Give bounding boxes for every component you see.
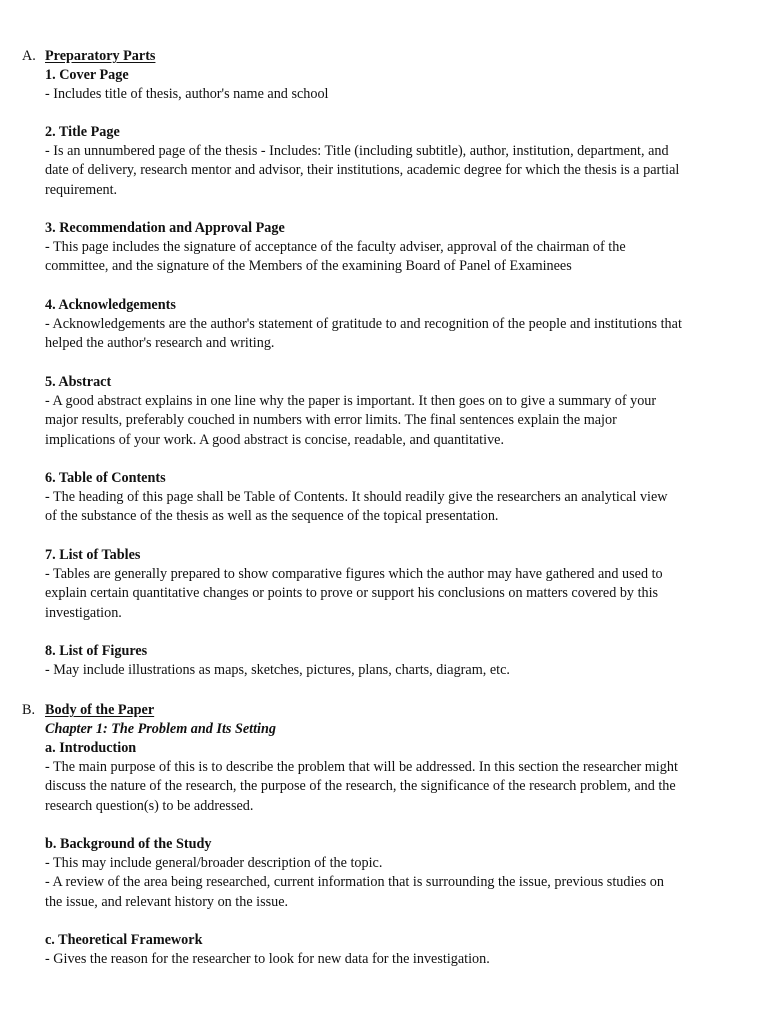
text-line: investigation. xyxy=(45,604,122,621)
item-title: 7. List of Tables xyxy=(45,547,141,563)
item-description xyxy=(45,238,735,276)
item-recommendation-approval-page xyxy=(45,219,735,277)
item-description xyxy=(45,854,735,912)
section-heading: Body of the Paper xyxy=(45,702,155,718)
text-line: research question(s) to be addressed. xyxy=(45,797,254,814)
item-title: b. Background of the Study xyxy=(45,836,212,852)
item-title-page xyxy=(45,123,735,200)
text-line: the issue, and relevant history on the issue. xyxy=(45,893,289,910)
text-line: - The main purpose of this is to describe the problem that will be addressed. In this section the researcher might xyxy=(45,759,678,776)
item-description xyxy=(45,565,735,623)
item-description xyxy=(45,488,735,526)
text-line: - This page includes the signature of acceptance of the faculty adviser, approval of the chairman of the xyxy=(45,239,626,256)
item-description xyxy=(45,950,735,969)
item-abstract xyxy=(45,373,735,450)
item-list-of-tables xyxy=(45,546,735,623)
text-line: - May include illustrations as maps, sketches, pictures, plans, charts, diagram, etc. xyxy=(45,662,510,679)
item-background-of-the-study xyxy=(45,835,735,912)
item-list-of-figures xyxy=(45,642,735,680)
text-line: date of delivery, research mentor and advisor, their institutions, academic degree for which the thesis is a partial xyxy=(45,162,680,179)
item-title: 8. List of Figures xyxy=(45,643,148,659)
item-acknowledgements xyxy=(45,296,735,354)
text-line: implications of your work. A good abstract is concise, readable, and quantitative. xyxy=(45,431,505,448)
text-line: - A good abstract explains in one line why the paper is important. It then goes on to give a summary of your xyxy=(45,393,657,410)
text-line: requirement. xyxy=(45,181,118,198)
text-line: - A review of the area being researched, current information that is surrounding the issue, previous studies on xyxy=(45,874,664,891)
item-theoretical-framework xyxy=(45,931,735,969)
item-title: a. Introduction xyxy=(45,740,137,756)
text-line: - Acknowledgements are the author's statement of gratitude to and recognition of the people and institutions that xyxy=(45,316,682,333)
text-line: - This may include general/broader description of the topic. xyxy=(45,855,383,872)
item-description xyxy=(45,142,735,200)
text-line: of the substance of the thesis as well as the sequence of the topical presentation. xyxy=(45,508,499,525)
item-description xyxy=(45,661,735,680)
text-line: - Tables are generally prepared to show comparative figures which the author may have gathered and used to xyxy=(45,566,663,583)
text-line: - Is an unnumbered page of the thesis - Includes: Title (including subtitle), author, institution, department, and xyxy=(45,143,669,160)
text-line: - The heading of this page shall be Table of Contents. It should readily give the researchers an analytical view xyxy=(45,489,668,506)
item-introduction xyxy=(45,739,735,816)
item-title: 2. Title Page xyxy=(45,124,120,140)
text-line: - Gives the reason for the researcher to look for new data for the investigation. xyxy=(45,951,490,968)
section-letter: B. xyxy=(22,702,36,718)
text-line: discuss the nature of the research, the purpose of the research, the significance of the research problem, and the xyxy=(45,778,676,795)
item-description xyxy=(45,392,735,450)
item-table-of-contents xyxy=(45,469,735,527)
item-title: 1. Cover Page xyxy=(45,67,129,83)
item-description xyxy=(45,758,735,816)
item-title: 6. Table of Contents xyxy=(45,470,166,486)
item-title: 5. Abstract xyxy=(45,374,112,390)
text-line: helped the author's research and writing. xyxy=(45,335,275,352)
section-letter: A. xyxy=(22,48,36,64)
item-title: c. Theoretical Framework xyxy=(45,932,203,948)
text-line: committee, and the signature of the Members of the examining Board of Panel of Examinees xyxy=(45,258,572,275)
item-title: 4. Acknowledgements xyxy=(45,297,176,313)
section-heading: Preparatory Parts xyxy=(45,48,156,64)
item-title: 3. Recommendation and Approval Page xyxy=(45,220,285,236)
text-line: major results, preferably couched in numbers with error limits. The final sentences explain the major xyxy=(45,412,617,429)
item-cover-page xyxy=(45,66,735,104)
item-description xyxy=(45,315,735,353)
text-line: explain certain quantitative changes or points to prove or support his conclusions on matters covered by this xyxy=(45,585,659,602)
chapter-heading: Chapter 1: The Problem and Its Setting xyxy=(45,721,276,737)
text-line: - Includes title of thesis, author's name and school xyxy=(45,86,329,103)
item-description xyxy=(45,85,735,104)
